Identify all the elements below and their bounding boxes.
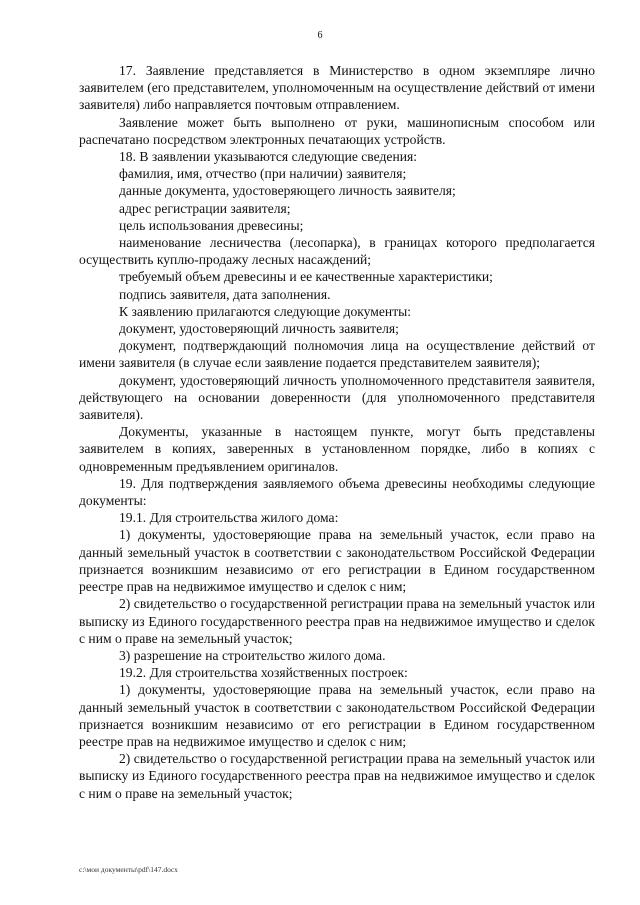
paragraph: данные документа, удостоверяющего личность заявителя; — [119, 183, 456, 199]
paragraph: 18. В заявлении указываются следующие сведения: — [119, 149, 418, 165]
paragraph: документ, подтверждающий полномочия лица на осуществление действий от имени заявителя (в случае если заявление подается представителем заявителя); — [79, 338, 595, 371]
paragraph: 19. Для подтверждения заявляемого объема древесины необходимы следующие документы: — [79, 475, 595, 509]
paragraph: 2) свидетельство о государственной регистрации права на земельный участок или выписку из Единого государственного реестра прав на недвижимое имущество и сделок с ним о праве на земельный участок; — [79, 751, 595, 801]
footer-file-path: c:\мои документы\pdf\147.docx — [79, 865, 178, 874]
paragraph: 2) свидетельство о государственной регистрации права на земельный участок или выписку из Единого государственного реестра прав на недвижимое имущество и сделок с ним о праве на земельный участок; — [79, 596, 595, 646]
paragraph: фамилия, имя, отчество (при наличии) заявителя; — [119, 166, 407, 182]
document-body — [79, 62, 595, 802]
paragraph: документ, удостоверяющий личность уполномоченного представителя заявителя, действующего на основании доверенности (для уполномоченного представителя заявителя). — [79, 372, 595, 423]
paragraph: Документы, указанные в настоящем пункте, могут быть представлены заявителем в копиях, заверенных в установленном порядке, либо в копиях с одновременным предъявлением оригиналов. — [79, 424, 595, 474]
paragraph: 1) документы, удостоверяющие права на земельный участок, если право на данный земельный участок в соответствии с законодательством Российской Федерации признается возникшим независимо от его регистрации в Едином государственном реестре прав на недвижимое имущество и сделок с ним; — [79, 682, 595, 749]
paragraph: 19.1. Для строительства жилого дома: — [119, 510, 339, 526]
paragraph: требуемый объем древесины и ее качественные характеристики; — [119, 269, 493, 285]
page-number: 6 — [317, 30, 323, 41]
paragraph: документ, удостоверяющий личность заявителя; — [119, 321, 399, 337]
paragraph: К заявлению прилагаются следующие документы: — [119, 303, 412, 319]
paragraph: 19.2. Для строительства хозяйственных построек: — [119, 665, 408, 681]
paragraph: наименование лесничества (лесопарка), в границах которого предполагается осуществить куплю-продажу лесных насаждений; — [79, 235, 595, 268]
paragraph: адрес регистрации заявителя; — [119, 200, 291, 216]
paragraph: Заявление может быть выполнено от руки, машинописным способом или распечатано посредством электронных печатающих устройств. — [79, 114, 595, 147]
paragraph: цель использования древесины; — [119, 217, 304, 233]
paragraph: 17. Заявление представляется в Министерство в одном экземпляре лично заявителем (его представителем, уполномоченным на осуществление действий от имени заявителя) либо направляется почтовым отправлением. — [79, 63, 595, 113]
paragraph: 1) документы, удостоверяющие права на земельный участок, если право на данный земельный участок в соответствии с законодательством Российской Федерации признается возникшим независимо от его регистрации в Едином государственном реестре прав на недвижимое имущество и сделок с ним; — [79, 527, 595, 595]
paragraph: подпись заявителя, дата заполнения. — [119, 286, 331, 302]
paragraph: 3) разрешение на строительство жилого дома. — [119, 647, 386, 663]
